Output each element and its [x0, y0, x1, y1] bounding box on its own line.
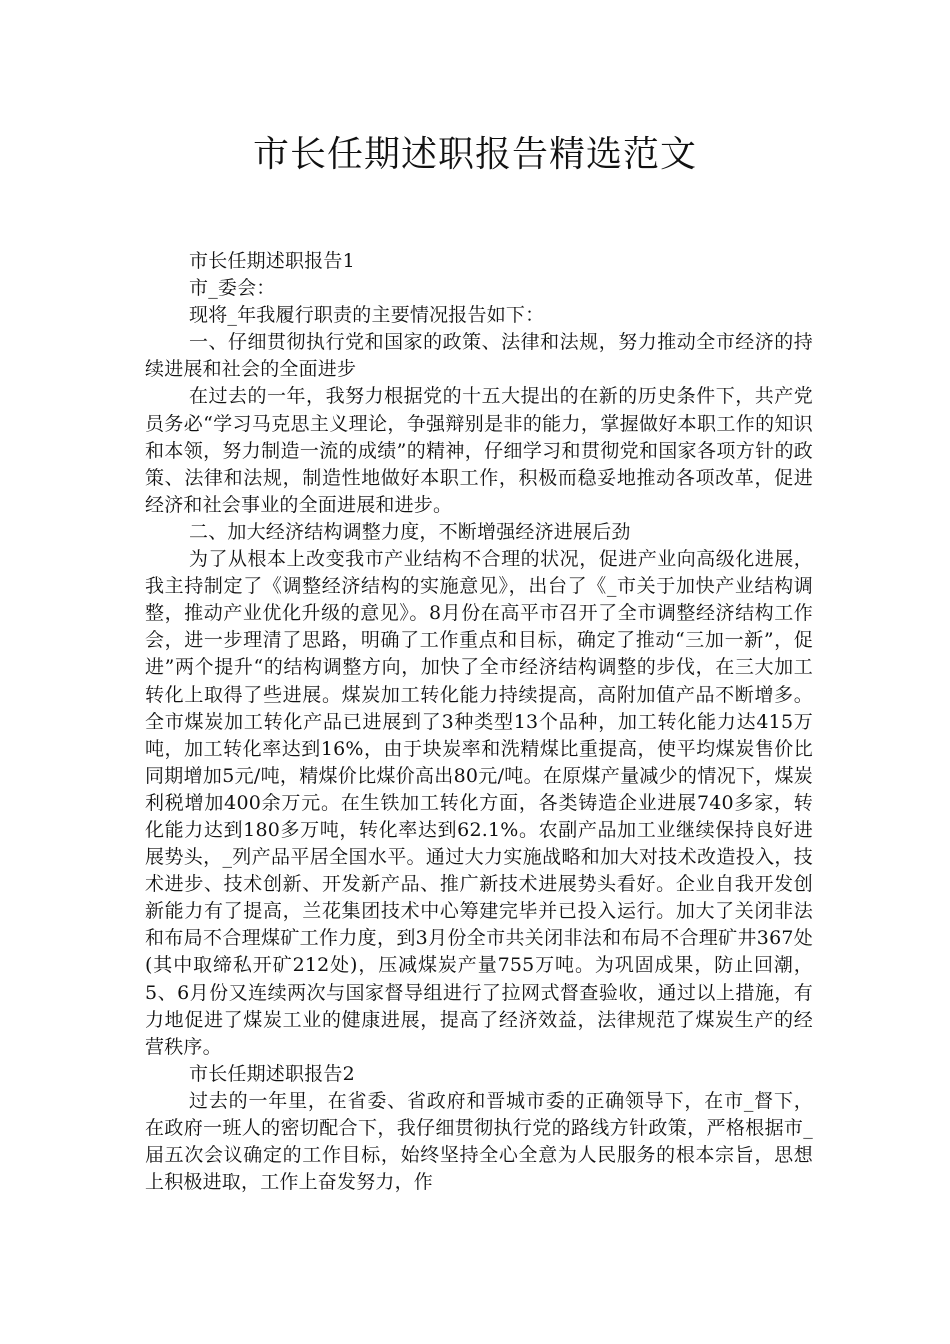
document-body: [145, 248, 813, 1196]
document-title: 市长任期述职报告精选范文: [252, 134, 697, 175]
section-heading-1: 一、仔细贯彻执行党和国家的政策、法律和法规，努力推动全市经济的持续进展和社会的全面进步: [145, 331, 813, 381]
intro-paragraph: 现将_年我履行职责的主要情况报告如下：: [189, 304, 545, 327]
body-paragraph: 过去的一年里，在省委、省政府和晋城市委的正确领导下，在市_督下，在政府一班人的密切配合下，我仔细贯彻执行党的路线方针政策，严格根据市_届五次会议确定的工作目标，始终坚持全心全意为人民服务的根本宗旨，思想上积极进取，工作上奋发努力，作: [145, 1089, 813, 1194]
report-heading-1: 市长任期述职报告1: [189, 250, 355, 272]
section-heading-2: 二、加大经济结构调整力度，不断增强经济进展后劲: [189, 520, 631, 543]
body-paragraph: 为了从根本上改变我市产业结构不合理的状况，促进产业向高级化进展，我主持制定了《调整经济结构的实施意见》，出台了《_市关于加快产业结构调整，推动产业优化升级的意见》。8月份在高平市召开了全市调整经济结构工作会，进一步理清了思路，明确了工作重点和目标，确定了推动“三加一新”，促进”两个提升“的结构调整方向，加快了全市经济结构调整的步伐，在三大加工转化上取得了些进展。煤炭加工转化能力持续提高，高附加值产品不断增多。全市煤炭加工转化产品已进展到了3种类型13个品种，加工转化能力达415万吨，加工转化率达到16%，由于块炭率和洗精煤比重提高，使平均煤炭售价比同期增加5元/吨，精煤价比煤价高出80元/吨。在原煤产量减少的情况下，煤炭利税增加400余万元。在生铁加工转化方面，各类铸造企业进展740多家，转化能力达到180多万吨，转化率达到62.1%。农副产品加工业继续保持良好进展势头，_列产品平居全国水平。通过大力实施战略和加大对技术改造投入，技术进步、技术创新、开发新产品、推广新技术进展势头看好。企业自我开发创新能力有了提高，兰花集团技术中心筹建完毕并已投入运行。加大了关闭非法和布局不合理煤矿工作力度，到3月份全市共关闭非法和布局不合理矿井367处(其中取缔私开矿212处)，压减煤炭产量755万吨。为巩固成果，防止回潮，5、6月份又连续两次与国家督导组进行了拉网式督查验收，通过以上措施，有力地促进了煤炭工业的健康进展，提高了经济效益，法律规范了煤炭生产的经营秩序。: [145, 548, 813, 1058]
salutation: 市_委会：: [189, 277, 276, 300]
report-heading-2: 市长任期述职报告2: [189, 1062, 355, 1085]
body-paragraph: 在过去的一年，我努力根据党的十五大提出的在新的历史条件下，共产党员务必“学习马克思主义理论，争强辩别是非的能力，掌握做好本职工作的知识和本领，努力制造一流的成绩”的精神，仔细学习和贯彻党和国家各项方针的政策、法律和法规，制造性地做好本职工作，积极而稳妥地推动各项改革，促进经济和社会事业的全面进展和进步。: [145, 385, 813, 516]
